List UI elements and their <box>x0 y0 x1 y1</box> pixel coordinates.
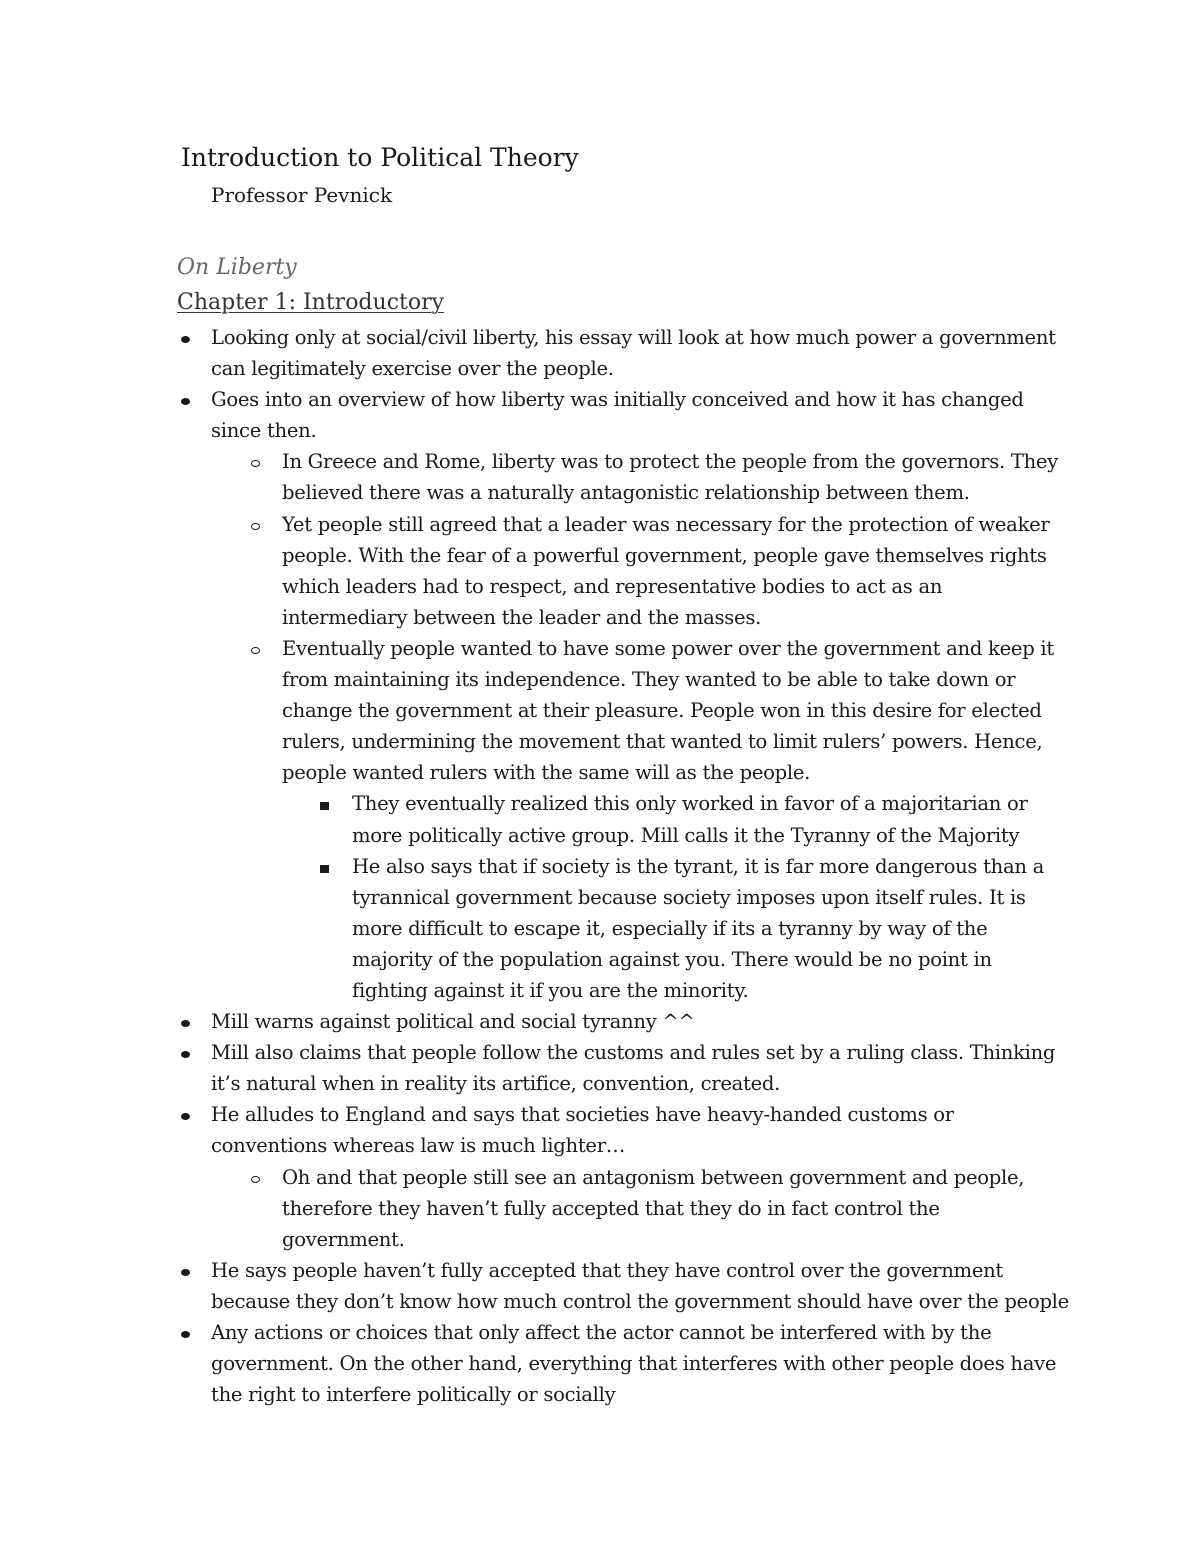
list-item-text: Yet people still agreed that a leader was necessary for the protection of weaker people. With the fear of a powerful government, people gave themselves rights which leaders had to respect, and representative bodies to act as an intermediary between the leader and the masses. <box>282 512 1050 629</box>
list-item-text: Mill warns against political and social tyranny ^^ <box>211 1010 695 1034</box>
list-item-text: He also says that if society is the tyrant, it is far more dangerous than a tyrannical government because society imposes upon itself rules. It is more difficult to escape it, especially if its a tyranny by way of the majority of the population against you. There would be no point in fighting against it if you are the minority. <box>352 854 1044 1002</box>
bullet-ring-icon <box>247 633 267 664</box>
notes-list <box>0 322 1200 1410</box>
list-item-text: In Greece and Rome, liberty was to protect the people from the governors. They believed there was a naturally antagonistic relationship between them. <box>282 450 1058 505</box>
list-item <box>211 1099 1071 1161</box>
bullet-ring-icon <box>247 446 267 477</box>
list-item <box>282 446 1062 508</box>
bullet-dot-icon <box>177 1099 197 1130</box>
list-item-text: Goes into an overview of how liberty was initially conceived and how it has changed since then. <box>211 388 1024 443</box>
book-title: On Liberty <box>177 255 297 280</box>
bullet-square-icon <box>316 788 336 819</box>
bullet-dot-icon <box>177 384 197 415</box>
bullet-ring-icon <box>247 1162 267 1193</box>
list-item-text: He says people haven’t fully accepted that they have control over the government because they don’t know how much control the government should have over the people <box>211 1258 1069 1313</box>
list-item-text: Looking only at social/civil liberty, his essay will look at how much power a government can legitimately exercise over the people. <box>211 326 1056 381</box>
bullet-dot-icon <box>177 1317 197 1348</box>
bullet-dot-icon <box>177 1255 197 1286</box>
bullet-dot-icon <box>177 322 197 353</box>
list-item <box>211 1255 1071 1317</box>
list-item-text: They eventually realized this only worked in favor of a majoritarian or more politically active group. Mill calls it the Tyranny of the Majority <box>352 792 1028 847</box>
list-item <box>211 1006 1071 1037</box>
list-item <box>282 509 1062 633</box>
chapter-heading: Chapter 1: Introductory <box>177 290 445 315</box>
list-item-text: Any actions or choices that only affect the actor cannot be interfered with by the government. On the other hand, everything that interferes with other people does have the right to interfere politically or socially <box>211 1321 1057 1407</box>
list-item-text: Mill also claims that people follow the customs and rules set by a ruling class. Thinking it’s natural when in reality its artifice, convention, created. <box>211 1041 1056 1096</box>
list-item-text: He alludes to England and says that societies have heavy-handed customs or conventions whereas law is much lighter… <box>211 1103 954 1158</box>
list-item <box>282 1162 1062 1255</box>
bullet-dot-icon <box>177 1006 197 1037</box>
list-item <box>282 633 1062 788</box>
list-item <box>211 1037 1071 1099</box>
list-item-text: Eventually people wanted to have some power over the government and keep it from maintaining its independence. They wanted to be able to take down or change the government at their pleasure. People won in this desire for elected rulers, undermining the movement that wanted to limit rulers’ powers. Hence, people wanted rulers with the same will as the people. <box>282 636 1054 785</box>
list-item <box>211 1317 1071 1410</box>
bullet-square-icon <box>316 851 336 882</box>
list-item <box>211 322 1071 384</box>
list-item <box>211 384 1071 446</box>
document-title: Introduction to Political Theory <box>181 143 579 172</box>
list-item-text: Oh and that people still see an antagonism between government and people, therefore they haven’t fully accepted that they do in fact control the government. <box>282 1165 1025 1251</box>
bullet-dot-icon <box>177 1037 197 1068</box>
list-item <box>352 788 1052 850</box>
bullet-ring-icon <box>247 509 267 540</box>
list-item <box>352 851 1052 1006</box>
document-subtitle: Professor Pevnick <box>211 183 393 207</box>
